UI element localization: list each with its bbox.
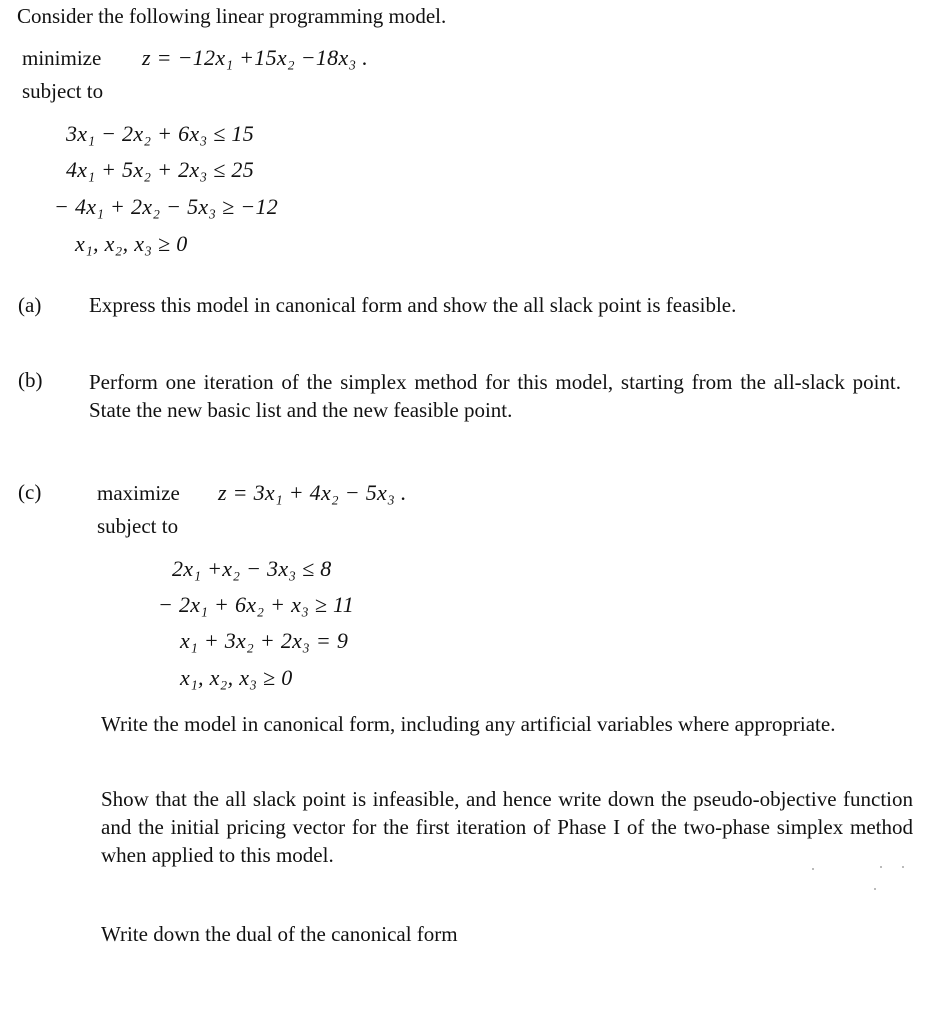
scan-speck	[902, 866, 904, 868]
model1-constraint: 4x₁ + 5x₂ + 2x₃ ≤ 25	[66, 157, 255, 182]
part-c-objective: z = 3x₁ + 4x₂ − 5x₃ .	[218, 480, 407, 505]
part-b-label: (b)	[18, 368, 43, 392]
part-a-text: Express this model in canonical form and show the all slack point is feasible.	[89, 293, 737, 317]
part-c-nonnegativity: x₁, x₂, x₃ ≥ 0	[180, 665, 293, 690]
model1-subject-to: subject to	[22, 79, 104, 103]
scan-speck	[880, 866, 882, 868]
scan-speck	[874, 888, 876, 890]
part-c-label: (c)	[18, 480, 42, 504]
part-b-text: Perform one iteration of the simplex method for this model, starting from the all-slack point. State the new basic list and the new feasible point.	[89, 370, 901, 422]
model1-nonnegativity: x₁, x₂, x₃ ≥ 0	[75, 231, 188, 256]
part-c-objective-keyword: maximize	[97, 481, 180, 505]
scan-speck	[812, 868, 814, 870]
part-c-instruction-dual: Write down the dual of the canonical form	[101, 922, 458, 946]
model1-constraint: − 4x₁ + 2x₂ − 5x₃ ≥ −12	[54, 194, 279, 219]
part-c-constraint: 2x₁ +x₂ − 3x₃ ≤ 8	[172, 556, 332, 581]
part-a-label: (a)	[18, 293, 42, 317]
part-c-subject-to: subject to	[97, 514, 179, 538]
part-c-constraint: − 2x₁ + 6x₂ + x₃ ≥ 11	[158, 592, 355, 617]
model1-constraint: 3x₁ − 2x₂ + 6x₃ ≤ 15	[66, 121, 255, 146]
model1-objective-keyword: minimize	[22, 46, 102, 70]
part-c-instruction-canonical: Write the model in canonical form, including any artificial variables where appropriate.	[101, 712, 836, 736]
part-c-instruction-phase-one: Show that the all slack point is infeasible, and hence write down the pseudo-objective function and the initial pricing vector for the first iteration of Phase I of the two-phase simplex method when applied to this model.	[101, 787, 913, 867]
intro-text: Consider the following linear programming model.	[17, 4, 447, 28]
part-c-constraint: x₁ + 3x₂ + 2x₃ = 9	[180, 628, 349, 653]
model1-objective: z = −12x₁ +15x₂ −18x₃ .	[142, 45, 369, 70]
